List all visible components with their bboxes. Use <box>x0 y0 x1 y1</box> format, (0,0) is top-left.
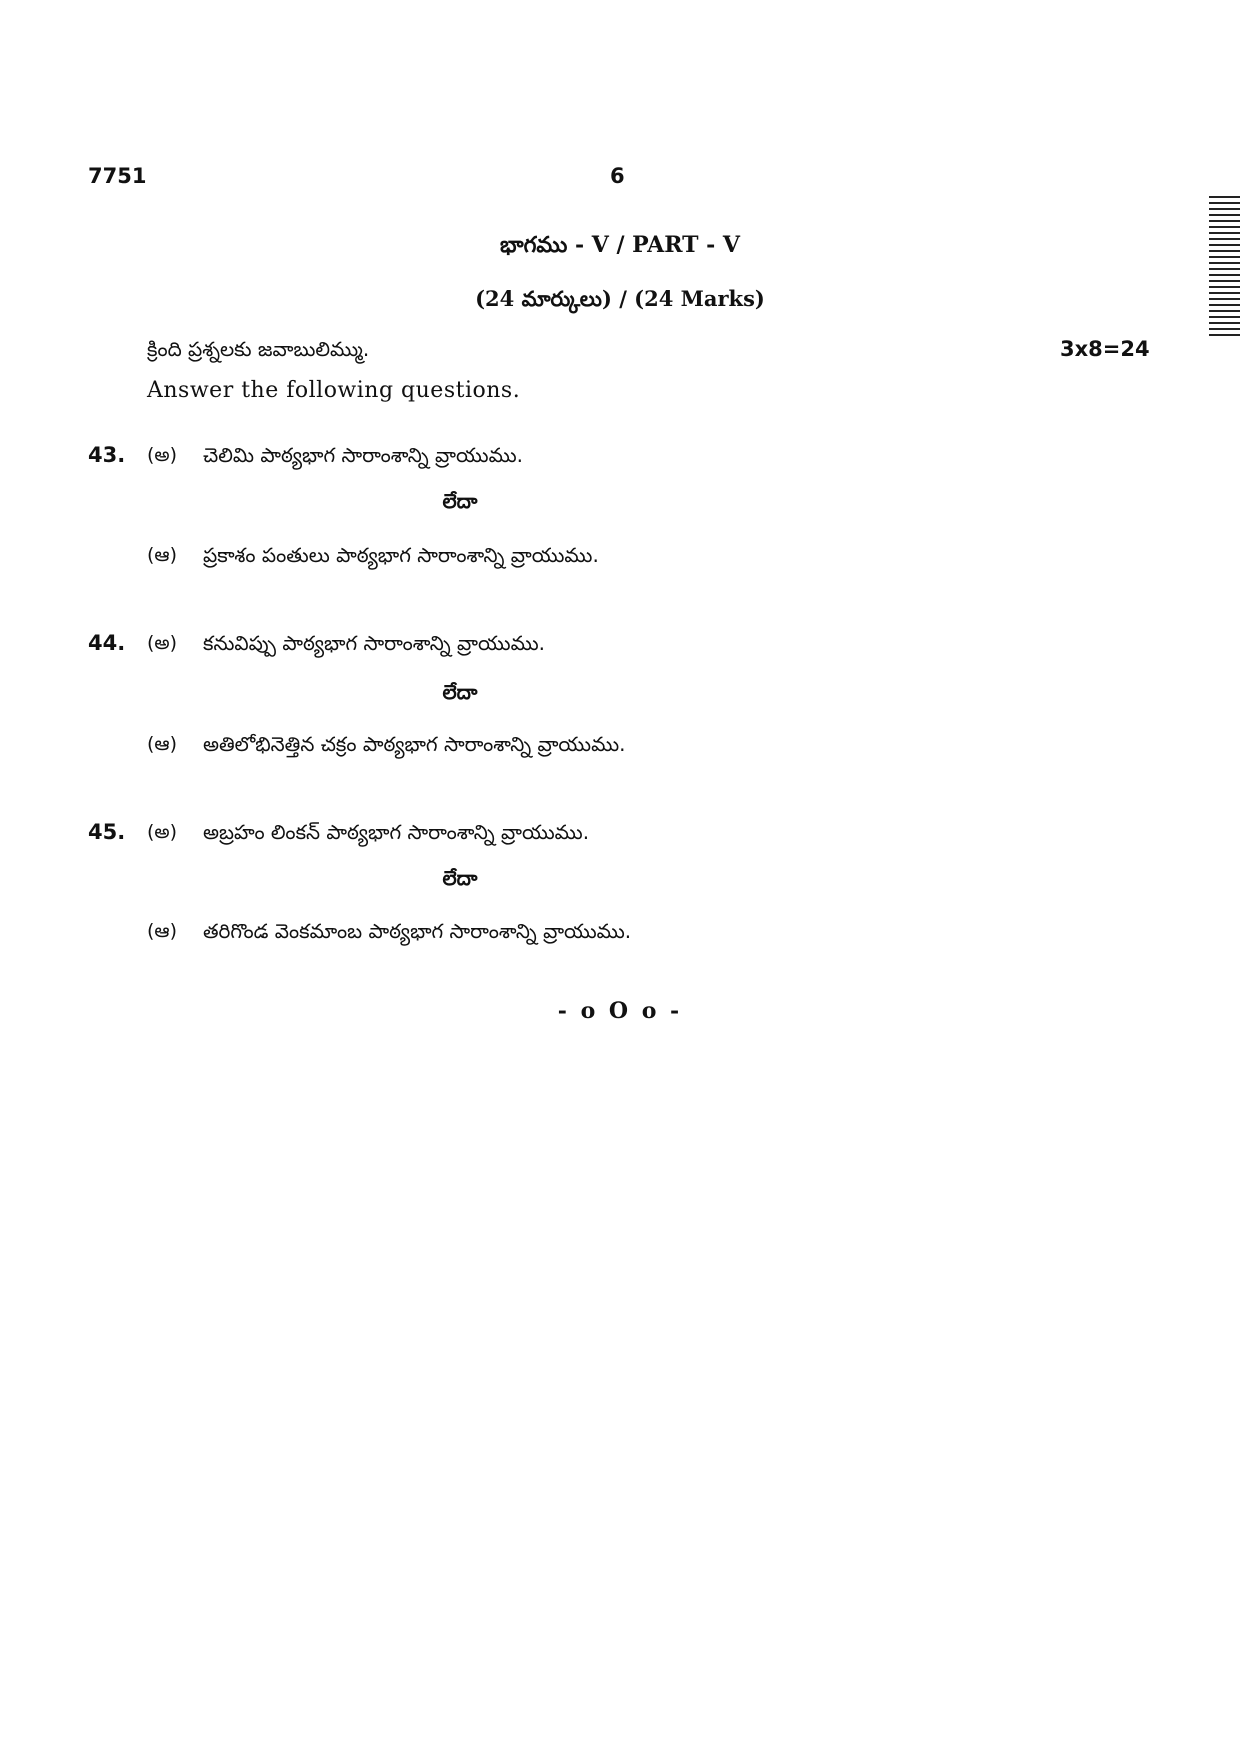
instruction-telugu: క్రింది ప్రశ్నలకు జవాబులిమ్ము. <box>147 337 370 361</box>
total-marks: 3x8=24 <box>1060 337 1150 361</box>
option-a-text: చెలిమి పాఠ్యభాగ సారాంశాన్ని వ్రాయుము. <box>203 443 524 467</box>
question-number: 43. <box>88 443 126 467</box>
option-a-text: అబ్రహం లింకన్ పాఠ్యభాగ సారాంశాన్ని వ్రాయుము. <box>203 820 590 844</box>
or-separator: లేదా <box>442 680 478 704</box>
section-title: భాగము - V / PART - V <box>500 232 740 258</box>
option-b-text: తరిగొండ వెంకమాంబ పాఠ్యభాగ సారాంశాన్ని వ్రాయుము. <box>203 919 632 943</box>
option-b-label: (ఆ) <box>147 544 177 566</box>
paper-code: 7751 <box>88 164 147 188</box>
question-number: 45. <box>88 820 126 844</box>
option-a-label: (అ) <box>147 632 178 654</box>
or-separator: లేదా <box>442 866 478 890</box>
section-marks: (24 మార్కులు) / (24 Marks) <box>475 286 765 311</box>
option-a-text: కనువిప్పు పాఠ్యభాగ సారాంశాన్ని వ్రాయుము. <box>203 631 546 655</box>
option-a-label: (అ) <box>147 821 178 843</box>
option-b-text: అతిలోభినెత్తిన చక్రం పాఠ్యభాగ సారాంశాన్ని వ్రాయుము. <box>203 732 626 756</box>
barcode-strip <box>1209 196 1240 342</box>
option-a-label: (అ) <box>147 444 178 466</box>
option-b-label: (ఆ) <box>147 920 177 942</box>
option-b-text: ప్రకాశం పంతులు పాఠ్యభాగ సారాంశాన్ని వ్రాయుము. <box>203 543 599 567</box>
page-number: 6 <box>610 164 625 188</box>
instruction-english: Answer the following questions. <box>147 378 521 403</box>
question-number: 44. <box>88 631 126 655</box>
end-of-paper-mark: - o O o - <box>557 998 683 1024</box>
or-separator: లేదా <box>442 489 478 513</box>
option-b-label: (ఆ) <box>147 733 177 755</box>
